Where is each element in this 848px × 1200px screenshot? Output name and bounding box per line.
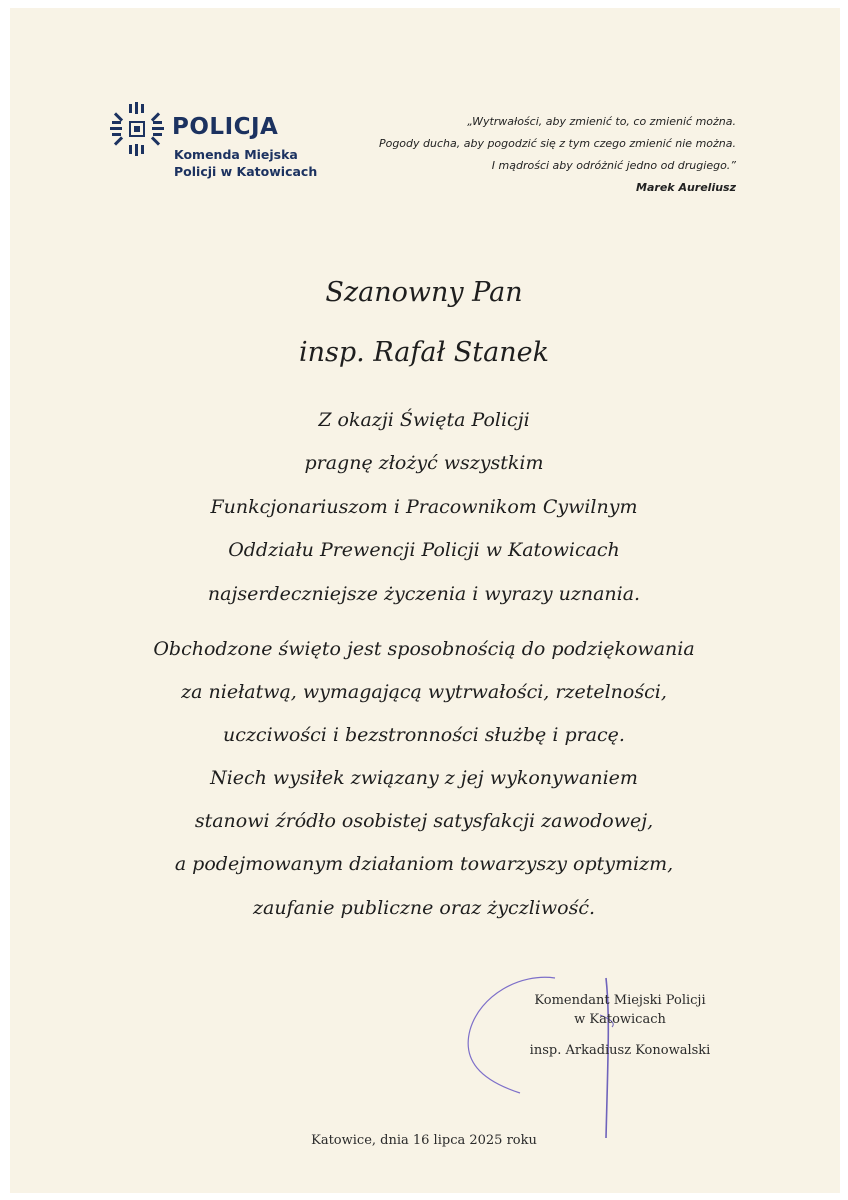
logo-subtitle-line2: Policji w Katowicach (174, 164, 318, 179)
logo-title: POLICJA (172, 114, 279, 140)
body-line: za niełatwą, wymagającą wytrwałości, rzetelności, (181, 681, 667, 703)
body-line: pragnę złożyć wszystkim (304, 452, 544, 474)
body-line: Z okazji Święta Policji (318, 409, 530, 431)
police-star-icon (108, 100, 166, 158)
police-logo (108, 100, 338, 190)
motto-quote (316, 111, 736, 199)
quote-line: Pogody ducha, aby pogodzić się z tym czego zmienić nie można. (378, 137, 736, 150)
body-line: Oddziału Prewencji Policji w Katowicach (228, 539, 620, 561)
body-line: zaufanie publiczne oraz życzliwość. (253, 897, 595, 919)
body-line: Niech wysiłek związany z jej wykonywaniem (210, 767, 638, 789)
signatory-title: Komendant Miejski Policji (534, 993, 706, 1008)
body-line: stanowi źródło osobistej satysfakcji zawodowej, (194, 810, 654, 832)
signatory-unit: w Katowicach (574, 1012, 666, 1027)
body-line: najserdeczniejsze życzenia i wyrazy uznania. (207, 583, 641, 605)
body-line: Funkcjonariuszom i Pracownikom Cywilnym (210, 496, 638, 518)
body-line: a podejmowanym działaniom towarzyszy optymizm, (174, 853, 674, 875)
quote-author: Marek Aureliusz (636, 181, 736, 194)
quote-line: „Wytrwałości, aby zmienić to, co zmienić można. (467, 115, 736, 128)
greeting-recipient: insp. Rafał Stanek (299, 337, 549, 368)
body-line: Obchodzone święto jest sposobnością do podziękowania (153, 638, 695, 660)
greeting-salutation: Szanowny Pan (325, 277, 523, 308)
quote-line: I mądrości aby odróżnić jedno od drugiego.” (491, 159, 736, 172)
place-date: Katowice, dnia 16 lipca 2025 roku (311, 1133, 537, 1148)
body-line: uczciwości i bezstronności służbę i pracę. (223, 724, 625, 746)
logo-subtitle-line1: Komenda Miejska (174, 147, 298, 162)
signature-block (460, 975, 720, 1140)
signatory-name: insp. Arkadiusz Konowalski (529, 1043, 711, 1058)
